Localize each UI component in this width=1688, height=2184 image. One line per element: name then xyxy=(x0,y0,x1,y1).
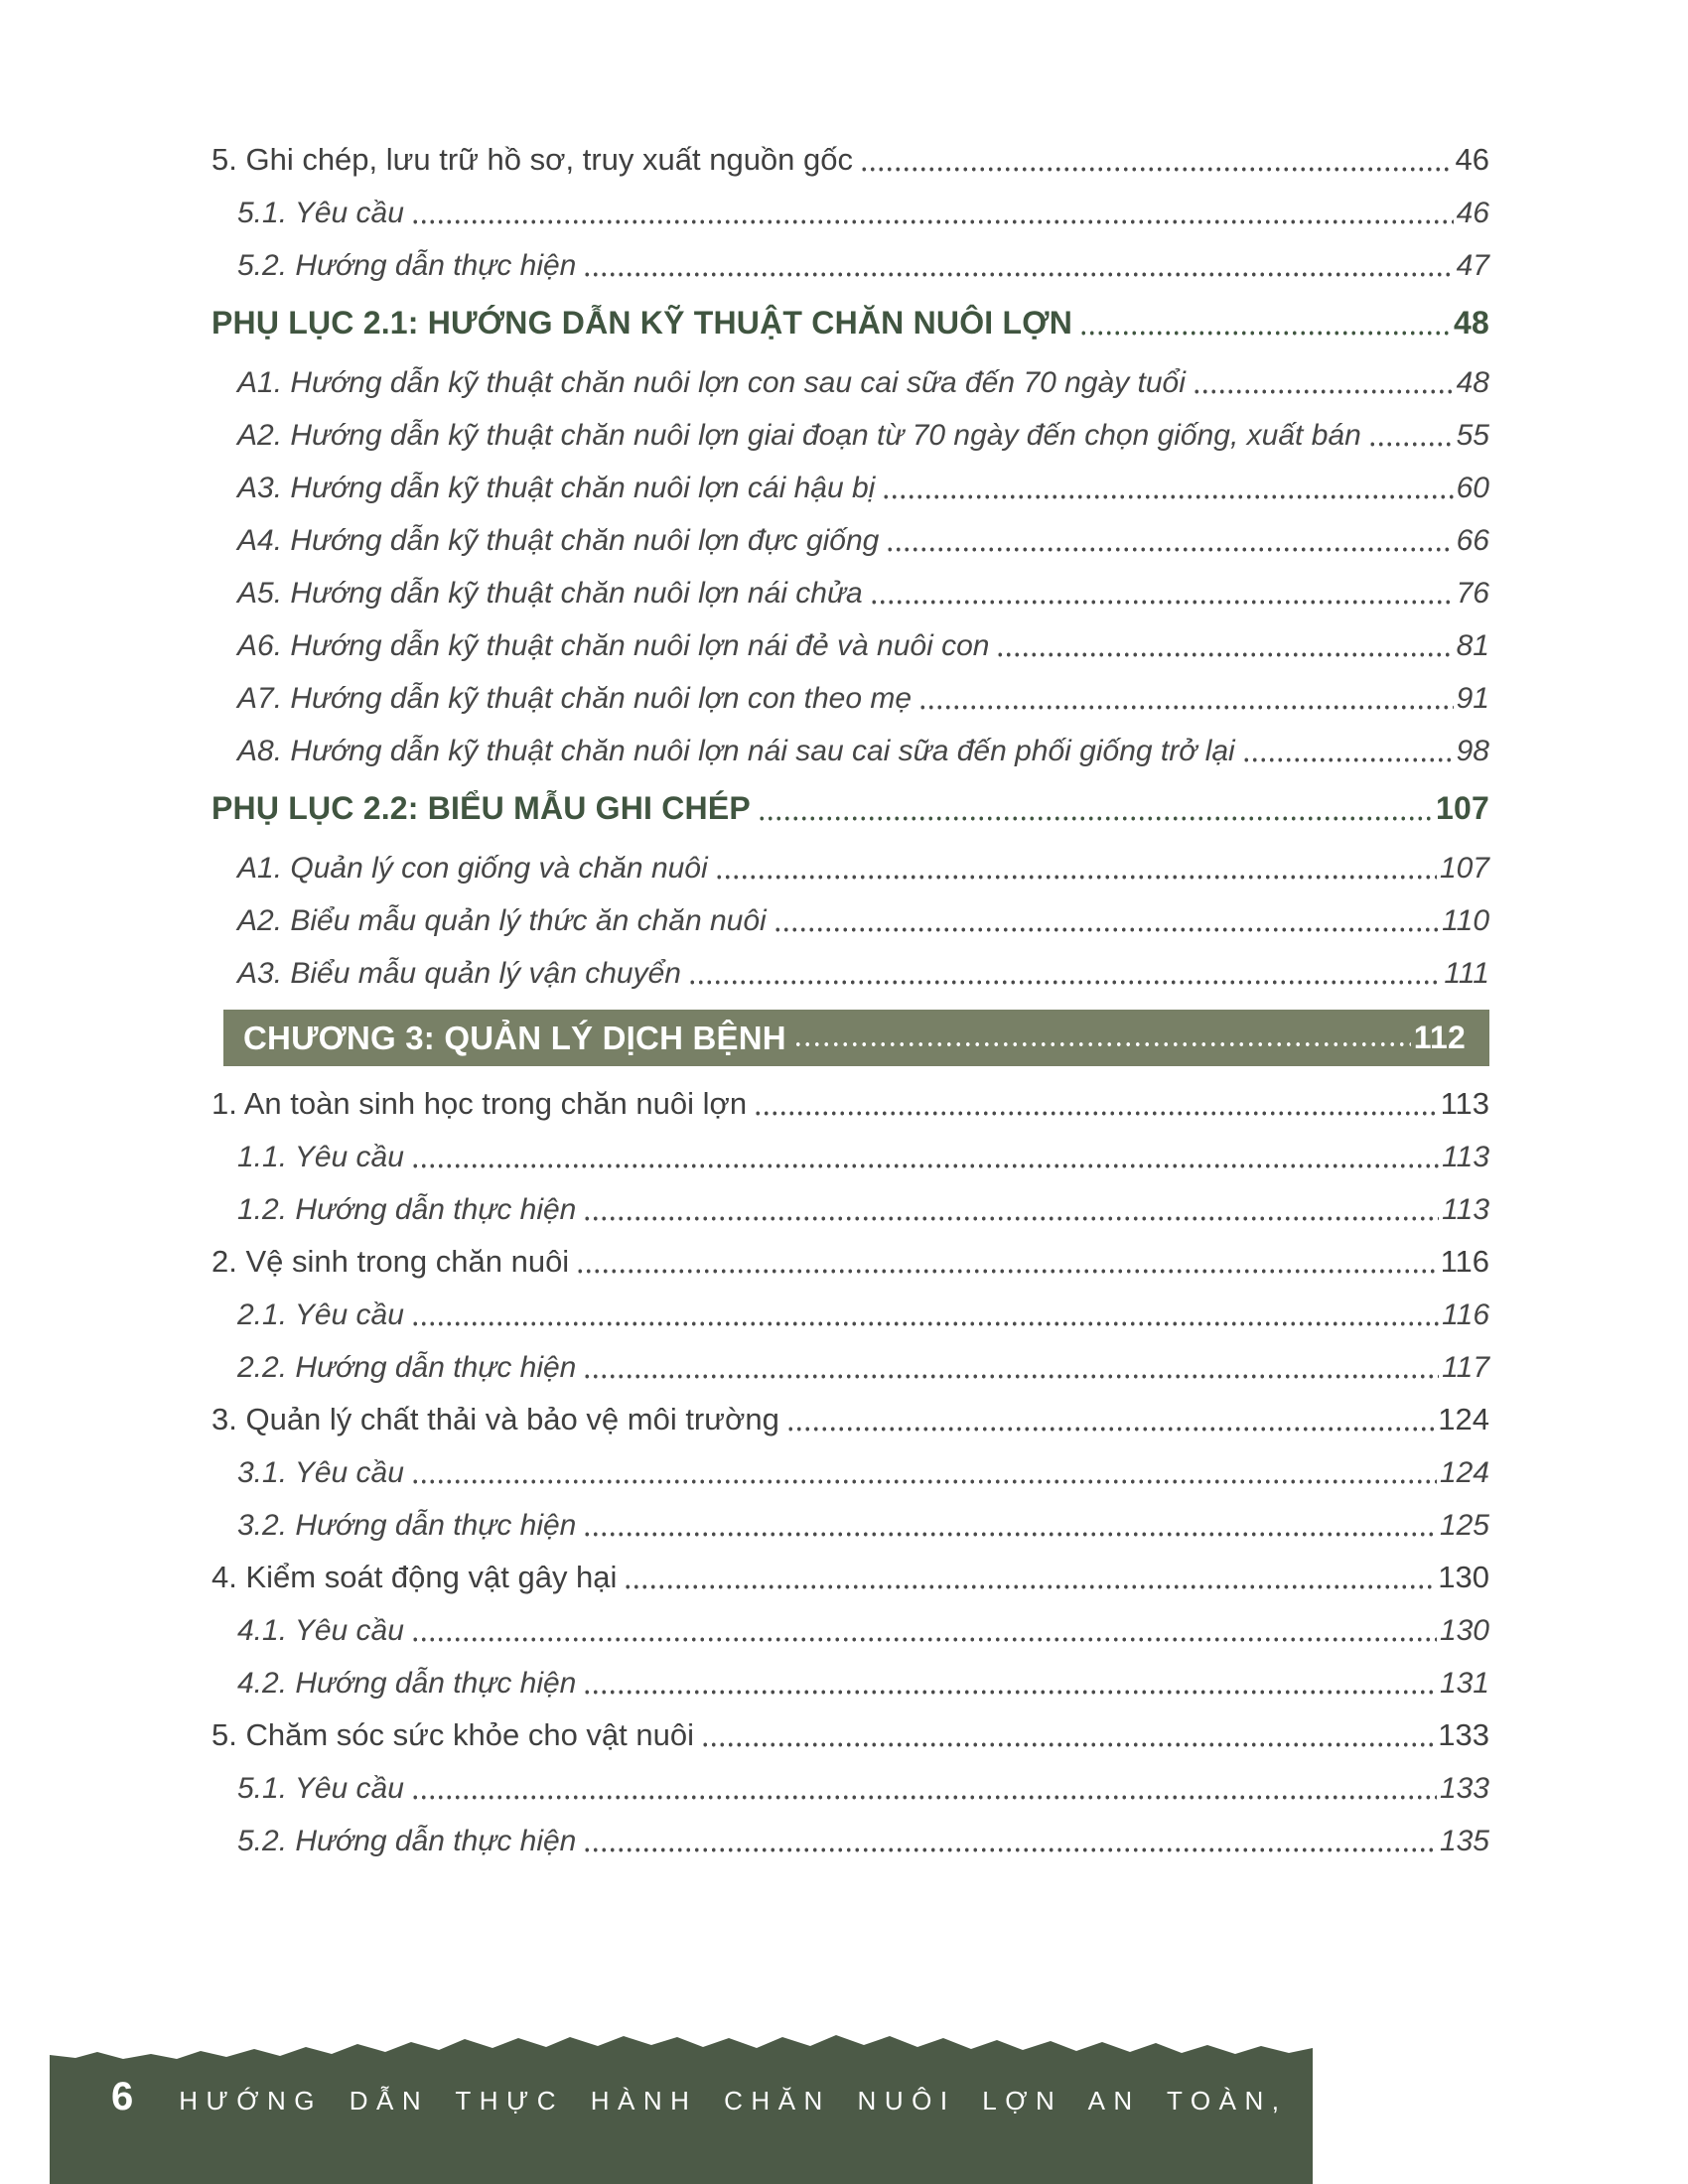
dot-leader xyxy=(715,856,1437,886)
entry-page-number: 113 xyxy=(1440,1086,1489,1121)
entry-page-number: 107 xyxy=(1439,852,1489,885)
entry-page-number: 133 xyxy=(1438,1717,1489,1752)
dot-leader xyxy=(754,1092,1437,1122)
toc-entry xyxy=(211,1456,1489,1490)
entry-page-number: 113 xyxy=(1442,1141,1489,1173)
entry-label: CHƯƠNG 3: QUẢN LÝ DỊCH BỆNH xyxy=(243,1019,786,1056)
toc-entry xyxy=(211,577,1489,611)
footer-book-title: HƯỚNG DẪN THỰC HÀNH CHĂN NUÔI LỢN AN TOÀN, BỀN VỮNG xyxy=(179,2086,1531,2116)
dot-leader xyxy=(583,1829,1437,1858)
entry-label: 5.2. Hướng dẫn thực hiện xyxy=(237,249,577,282)
entry-page-number: 46 xyxy=(1455,142,1489,177)
entry-label: 5.2. Hướng dẫn thực hiện xyxy=(237,1825,577,1857)
entry-page-number: 98 xyxy=(1456,735,1489,767)
dot-leader xyxy=(411,1145,1439,1174)
dot-leader xyxy=(860,148,1453,178)
toc-entry xyxy=(211,735,1489,768)
table-of-contents xyxy=(211,136,1489,1877)
entry-page-number: 116 xyxy=(1440,1244,1489,1279)
entry-label: 5. Ghi chép, lưu trữ hồ sơ, truy xuất nguồn gốc xyxy=(211,142,854,177)
toc-entry xyxy=(211,1404,1489,1437)
dot-leader xyxy=(701,1723,1435,1753)
entry-page-number: 48 xyxy=(1454,305,1489,341)
dot-leader xyxy=(411,201,1454,230)
entry-page-number: 133 xyxy=(1439,1772,1489,1805)
entry-label: 3. Quản lý chất thải và bảo vệ môi trường xyxy=(211,1402,779,1436)
toc-entry xyxy=(211,957,1489,991)
footer-content xyxy=(50,2075,1531,2119)
entry-label: 5.1. Yêu cầu xyxy=(237,1772,404,1805)
toc-entry xyxy=(211,1193,1489,1227)
dot-leader xyxy=(583,1197,1439,1227)
toc-entry xyxy=(211,144,1489,178)
dot-leader xyxy=(583,1355,1439,1385)
dot-leader xyxy=(583,253,1453,283)
dot-leader xyxy=(411,1460,1437,1490)
dot-leader xyxy=(774,908,1439,938)
toc-entry xyxy=(211,249,1489,283)
dot-leader xyxy=(918,686,1454,716)
toc-entry xyxy=(211,629,1489,663)
toc-entry xyxy=(211,1562,1489,1595)
entry-page-number: 111 xyxy=(1444,957,1489,990)
toc-entry xyxy=(211,366,1489,400)
entry-page-number: 76 xyxy=(1456,577,1489,610)
entry-label: A8. Hướng dẫn kỹ thuật chăn nuôi lợn nái sau cai sữa đến phối giống trở lại xyxy=(237,735,1235,767)
entry-page-number: 107 xyxy=(1436,790,1489,826)
toc-entry xyxy=(211,419,1489,453)
entry-page-number: 117 xyxy=(1442,1351,1489,1384)
dot-leader xyxy=(583,1513,1437,1543)
dot-leader xyxy=(1242,739,1454,768)
entry-label: A5. Hướng dẫn kỹ thuật chăn nuôi lợn nái chửa xyxy=(237,577,863,610)
toc-entry xyxy=(211,1825,1489,1858)
toc-entry xyxy=(211,682,1489,716)
entry-label: 1. An toàn sinh học trong chăn nuôi lợn xyxy=(211,1086,748,1121)
entry-label: A1. Hướng dẫn kỹ thuật chăn nuôi lợn con sau cai sữa đến 70 ngày tuổi xyxy=(237,366,1186,399)
entry-page-number: 110 xyxy=(1442,904,1489,937)
dot-leader xyxy=(886,528,1453,558)
entry-label: 5.1. Yêu cầu xyxy=(237,197,404,229)
toc-entry xyxy=(211,904,1489,938)
dot-leader xyxy=(1079,312,1451,341)
entry-label: A3. Hướng dẫn kỹ thuật chăn nuôi lợn cái hậu bị xyxy=(237,472,876,504)
entry-page-number: 130 xyxy=(1438,1560,1489,1594)
dot-leader xyxy=(1368,423,1454,453)
entry-label: 1.1. Yêu cầu xyxy=(237,1141,404,1173)
chapter-banner xyxy=(223,1010,1489,1066)
footer-page-number: 6 xyxy=(111,2075,134,2118)
toc-entry xyxy=(211,472,1489,505)
entry-label: 2. Vệ sinh trong chăn nuôi xyxy=(211,1244,570,1279)
toc-entry xyxy=(211,1246,1489,1280)
entry-page-number: 81 xyxy=(1456,629,1489,662)
toc-entry xyxy=(211,1772,1489,1806)
toc-entry xyxy=(211,1719,1489,1753)
entry-label: A2. Hướng dẫn kỹ thuật chăn nuôi lợn giai đoạn từ 70 ngày đến chọn giống, xuất bán xyxy=(237,419,1361,452)
entry-page-number: 125 xyxy=(1439,1509,1489,1542)
entry-page-number: 116 xyxy=(1442,1298,1489,1331)
entry-label: A3. Biểu mẫu quản lý vận chuyển xyxy=(237,957,681,990)
entry-label: A6. Hướng dẫn kỹ thuật chăn nuôi lợn nái đẻ và nuôi con xyxy=(237,629,990,662)
entry-page-number: 55 xyxy=(1456,419,1489,452)
entry-label: A2. Biểu mẫu quản lý thức ăn chăn nuôi xyxy=(237,904,767,937)
dot-leader xyxy=(411,1302,1439,1332)
toc-entry xyxy=(211,1667,1489,1701)
dot-leader xyxy=(576,1250,1437,1280)
entry-label: 1.2. Hướng dẫn thực hiện xyxy=(237,1193,577,1226)
dot-leader xyxy=(411,1776,1437,1806)
entry-label: PHỤ LỤC 2.1: HƯỚNG DẪN KỸ THUẬT CHĂN NUÔI LỢN xyxy=(211,305,1073,341)
dot-leader xyxy=(411,1618,1437,1648)
toc-entry xyxy=(211,1088,1489,1122)
entry-label: 4.2. Hướng dẫn thực hiện xyxy=(237,1667,577,1700)
entry-page-number: 130 xyxy=(1439,1614,1489,1647)
entry-page-number: 60 xyxy=(1456,472,1489,504)
dot-leader xyxy=(758,797,1433,827)
entry-label: 4. Kiểm soát động vật gây hại xyxy=(211,1560,618,1594)
toc-entry xyxy=(211,852,1489,886)
entry-page-number: 91 xyxy=(1456,682,1489,715)
toc-heading xyxy=(211,302,1489,341)
entry-label: A4. Hướng dẫn kỹ thuật chăn nuôi lợn đực giống xyxy=(237,524,880,557)
entry-label: A7. Hướng dẫn kỹ thuật chăn nuôi lợn con theo mẹ xyxy=(237,682,913,715)
dot-leader xyxy=(1193,370,1454,400)
entry-label: A1. Quản lý con giống và chăn nuôi xyxy=(237,852,708,885)
toc-entry xyxy=(211,524,1489,558)
entry-page-number: 66 xyxy=(1456,524,1489,557)
dot-leader xyxy=(624,1566,1435,1595)
dot-leader xyxy=(996,633,1453,663)
toc-entry xyxy=(211,1614,1489,1648)
entry-label: 2.2. Hướng dẫn thực hiện xyxy=(237,1351,577,1384)
entry-page-number: 47 xyxy=(1456,249,1489,282)
entry-label: PHỤ LỤC 2.2: BIỂU MẪU GHI CHÉP xyxy=(211,790,751,826)
entry-page-number: 124 xyxy=(1439,1456,1489,1489)
entry-label: 4.1. Yêu cầu xyxy=(237,1614,404,1647)
dot-leader xyxy=(583,1671,1437,1701)
toc-entry xyxy=(211,1509,1489,1543)
toc-entry xyxy=(211,1298,1489,1332)
footer-band xyxy=(50,2025,1531,2184)
entry-page-number: 135 xyxy=(1439,1825,1489,1857)
entry-page-number: 113 xyxy=(1442,1193,1489,1226)
toc-entry xyxy=(211,1141,1489,1174)
dot-leader xyxy=(882,476,1453,505)
entry-label: 3.1. Yêu cầu xyxy=(237,1456,404,1489)
entry-label: 3.2. Hướng dẫn thực hiện xyxy=(237,1509,577,1542)
dot-leader xyxy=(793,1021,1411,1056)
entry-page-number: 124 xyxy=(1438,1402,1489,1436)
dot-leader xyxy=(870,581,1454,611)
dot-leader xyxy=(786,1408,1435,1437)
toc-heading xyxy=(211,787,1489,827)
dot-leader xyxy=(688,961,1441,991)
entry-page-number: 131 xyxy=(1439,1667,1489,1700)
entry-label: 2.1. Yêu cầu xyxy=(237,1298,404,1331)
toc-entry xyxy=(211,1351,1489,1385)
entry-label: 5. Chăm sóc sức khỏe cho vật nuôi xyxy=(211,1717,694,1752)
entry-page-number: 112 xyxy=(1413,1020,1466,1055)
toc-entry xyxy=(211,197,1489,230)
entry-page-number: 48 xyxy=(1456,366,1489,399)
entry-page-number: 46 xyxy=(1456,197,1489,229)
